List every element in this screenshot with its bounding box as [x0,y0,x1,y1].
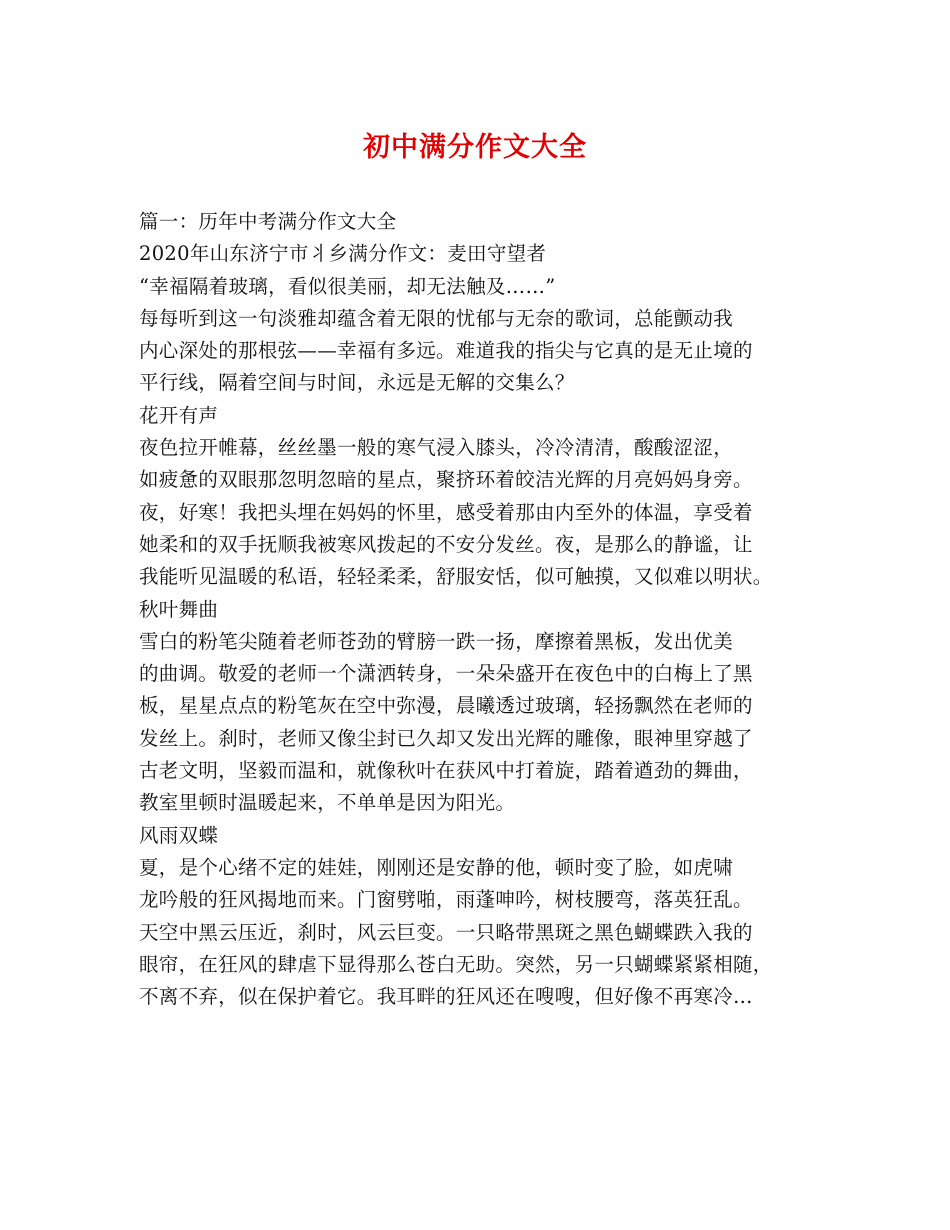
text-line: 夜色拉开帷幕，丝丝墨一般的寒气浸入膝头，冷冷清清，酸酸涩涩， [139,436,734,460]
text-line: 平行线，隔着空间与时间，永远是无解的交集么？ [139,371,575,395]
text-line: 花开有声 [139,403,219,427]
text-line: 古老文明，坚毅而温和，就像秋叶在获风中打着旋，踏着遒劲的舞曲， [139,759,753,783]
text-line: 教室里顿时温暖起来，不单单是因为阳光。 [139,791,516,815]
text-line: 不离不弃，似在保护着它。我耳畔的狂风还在嗖嗖，但好像不再寒冷… [139,985,753,1009]
text-line: 夜，好寒！我把头埋在妈妈的怀里，感受着那由内至外的体温，享受着 [139,500,753,524]
text-line: 的曲调。敬爱的老师一个潇洒转身，一朵朵盛开在夜色中的白梅上了黑 [139,662,753,686]
text-line: 板，星星点点的粉笔灰在空中弥漫，晨曦透过玻璃，轻扬飘然在老师的 [139,694,753,718]
text-line: 她柔和的双手抚顺我被寒风拨起的不安分发丝。夜，是那么的静谧，让 [139,532,753,556]
text-line: 2020年山东济宁市丬乡满分作文：麦田守望者 [139,242,547,266]
text-line: 发丝上。刹时，老师又像尘封已久却又发出光辉的雕像，眼神里穿越了 [139,726,753,750]
text-line: 雪白的粉笔尖随着老师苍劲的臂膀一跌一扬，摩擦着黑板，发出优美 [139,629,734,653]
text-line: 风雨双蝶 [139,823,219,847]
text-line: 秋叶舞曲 [139,597,219,621]
text-line: 天空中黑云压近，刹时，风云巨变。一只略带黑斑之黑色蝴蝶跌入我的 [139,920,753,944]
document-body [139,206,829,1013]
text-line: 龙吟般的狂风揭地而来。门窗劈啪，雨蓬呻吟，树枝腰弯，落英狂乱。 [139,888,753,912]
text-line: 如疲惫的双眼那忽明忽暗的星点，聚挤环着皎洁光辉的月亮妈妈身旁。 [139,468,753,492]
text-line: 眼帘，在狂风的肆虐下显得那么苍白无助。突然，另一只蝴蝶紧紧相随， [139,952,773,976]
text-line: “幸福隔着玻璃，看似很美丽，却无法触及……” [139,274,556,298]
text-line: 每每听到这一句淡雅却蕴含着无限的忧郁与无奈的歌词，总能颤动我 [139,306,734,330]
text-line: 篇一：历年中考满分作文大全 [139,210,397,233]
text-line: 内心深处的那根弦——幸福有多远。难道我的指尖与它真的是无止境的 [139,339,753,363]
document-title: 初中满分作文大全 [363,132,587,163]
text-line: 我能听见温暖的私语，轻轻柔柔，舒服安恬，似可触摸，又似难以明状。 [139,565,773,589]
text-line: 夏，是个心绪不定的娃娃，刚刚还是安静的他，顿时变了脸，如虎啸 [139,855,734,879]
